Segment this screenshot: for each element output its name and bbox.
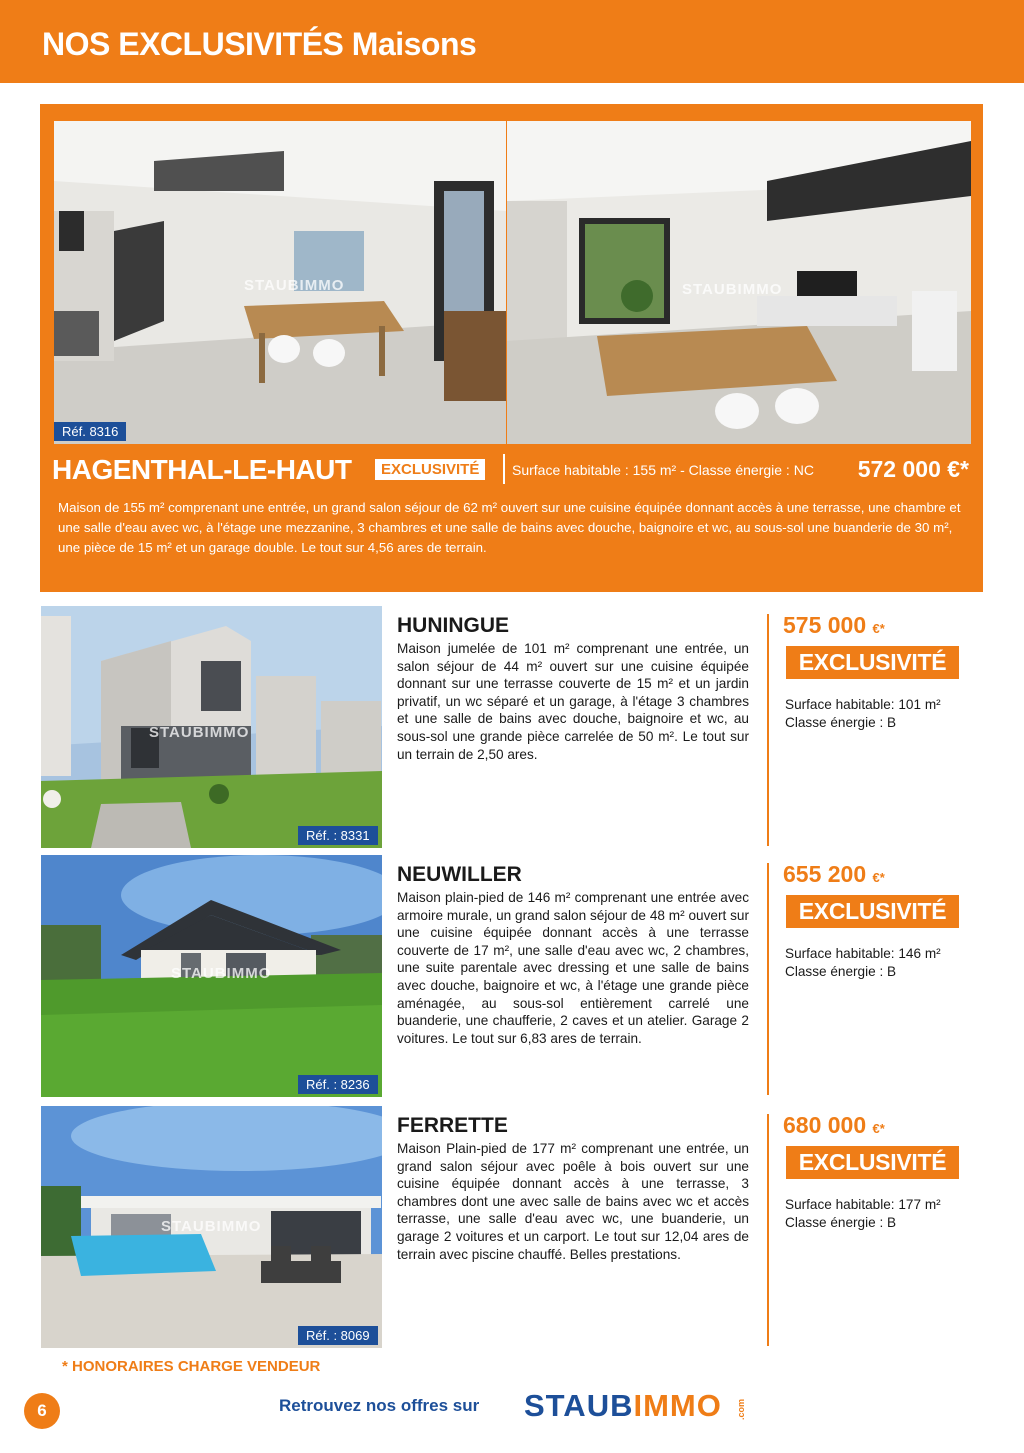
listing-photo xyxy=(41,855,382,1097)
listing-price: 575 000 €* xyxy=(783,612,885,638)
reference-tag: Réf. : 8069 xyxy=(298,1326,378,1345)
featured-description: Maison de 155 m² comprenant une entrée, un grand salon séjour de 62 m² ouvert sur une cuisine équipée donnant accès à une terrasse, une chambre et une salle d'eau avec wc, à l'étage une mezzanine, 3 chambres et une salle de bains avec douche, baignoire et wc, au sous-sol une buanderie de 30 m², une pièce de 15 m² et un garage double. Le tout sur 4,56 ares de terrain. xyxy=(58,500,961,555)
exclusive-badge: EXCLUSIVITÉ xyxy=(786,895,959,928)
divider xyxy=(767,614,769,846)
staubimmo-logo[interactable]: STAUBIMMO xyxy=(524,1388,722,1423)
page-title: NOS EXCLUSIVITÉS Maisons xyxy=(42,26,477,62)
surface-text: Surface habitable: 177 m² xyxy=(785,1197,941,1212)
watermark: STAUBIMMO xyxy=(149,724,250,741)
listing-description: Maison jumelée de 101 m² comprenant une entrée, un salon séjour de 44 m² ouvert sur une cuisine équipée donnant sur une terrasse couverte de 15 m² et un jardin privatif, un wc séparé et un garage, à l'étage 3 chambres et une salle de bains avec douche, baignoire et wc, au sous-sol une grande pièce carrelée de 50 m². Le tout sur un terrain de 2,50 ares. xyxy=(397,641,749,762)
listing-description: Maison Plain-pied de 177 m² comprenant une entrée, un grand salon séjour avec poêle à bois ouvert sur une cuisine équipée donnant accès à une terrasse, 3 chambres dont une avec salle de bains avec wc et accès terrasse, une salle d'eau avec wc, une buanderie, un garage 2 voitures et un carport. Le tout sur 12,04 ares de terrain avec piscine chauffé. Belles prestations. xyxy=(397,1141,749,1262)
featured-price: 572 000 €* xyxy=(857,456,969,482)
reference-tag: Réf. : 8236 xyxy=(298,1075,378,1094)
exclusive-badge: EXCLUSIVITÉ xyxy=(786,1146,959,1179)
energy-class-text: Classe énergie : B xyxy=(785,715,897,730)
listing-city: FERRETTE xyxy=(397,1114,508,1137)
watermark: STAUBIMMO xyxy=(682,281,783,298)
featured-photo-dining-room xyxy=(507,121,971,444)
fees-note: * HONORAIRES CHARGE VENDEUR xyxy=(62,1358,321,1375)
energy-class-text: Classe énergie : B xyxy=(785,1215,897,1230)
listing-city: NEUWILLER xyxy=(397,863,522,886)
divider xyxy=(767,1114,769,1346)
listing-price: 655 200 €* xyxy=(783,861,885,887)
watermark: STAUBIMMO xyxy=(171,965,272,982)
featured-specs: Surface habitable : 155 m² - Classe énergie : NC xyxy=(512,462,814,478)
exclusive-badge: EXCLUSIVITÉ xyxy=(375,459,485,480)
listing-specs xyxy=(785,945,941,981)
energy-class-text: Classe énergie : B xyxy=(785,964,897,979)
featured-listing xyxy=(40,104,983,592)
listing-price: 680 000 €* xyxy=(783,1112,885,1138)
featured-photo-living-room xyxy=(54,121,506,444)
listing-specs xyxy=(785,1196,941,1232)
exclusive-badge: EXCLUSIVITÉ xyxy=(786,646,959,679)
logo-domain-suffix: .com xyxy=(736,1398,746,1420)
page-header xyxy=(0,0,1024,83)
listing-description: Maison plain-pied de 146 m² comprenant une entrée avec armoire murale, un grand salon séjour de 48 m² ouvert sur une cuisine équipée donnant accès à une terrasse couverte de 17 m², une salle d'eau avec wc, 2 chambres, une suite parentale avec dressing et une salle de bains avec douche, baignoire et wc, à l'étage une grande pièce aménagée, au sous-sol entièrement carrelé une buanderie, une chaufferie, 2 caves et un atelier. Garage 2 voitures. Le tout sur 6,83 ares de terrain. xyxy=(397,890,749,1046)
watermark: STAUBIMMO xyxy=(161,1218,262,1235)
watermark: STAUBIMMO xyxy=(244,277,345,294)
featured-city: HAGENTHAL-LE-HAUT xyxy=(52,454,352,485)
surface-text: Surface habitable: 146 m² xyxy=(785,946,941,961)
divider xyxy=(767,863,769,1095)
surface-text: Surface habitable: 101 m² xyxy=(785,697,941,712)
listing-photo xyxy=(41,606,382,848)
listing-ferrette xyxy=(41,1106,983,1348)
reference-tag: Réf. : 8331 xyxy=(298,826,378,845)
listing-specs xyxy=(785,696,941,732)
listing-city: HUNINGUE xyxy=(397,614,510,637)
divider xyxy=(503,454,505,484)
website-link-text[interactable]: Retrouvez nos offres sur xyxy=(279,1396,480,1415)
listing-huningue xyxy=(41,606,983,848)
listing-neuwiller xyxy=(41,855,983,1097)
reference-tag: Réf. 8316 xyxy=(54,422,126,441)
listing-photo xyxy=(41,1106,382,1348)
page-number: 6 xyxy=(24,1393,60,1429)
